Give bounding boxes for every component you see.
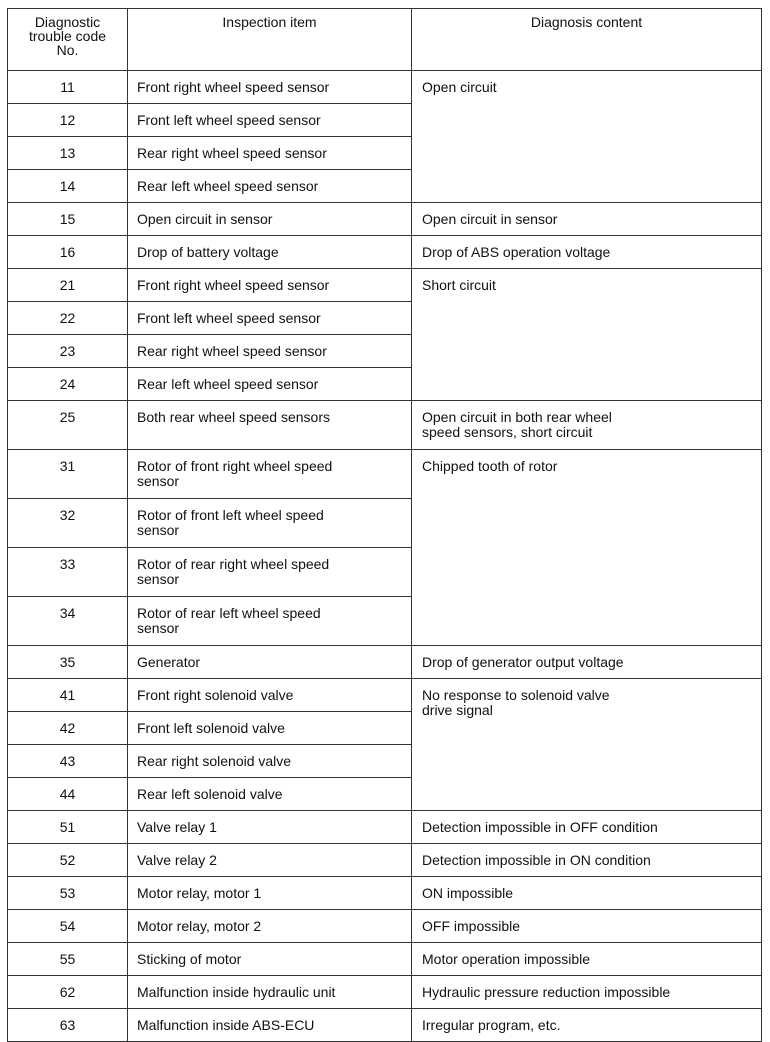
table-row <box>8 844 762 877</box>
code-cell: 43 <box>8 745 128 778</box>
table-row <box>8 269 762 302</box>
diagnosis-cell: Irregular program, etc. <box>412 1009 762 1042</box>
inspection-item-cell: Valve relay 1 <box>128 811 412 844</box>
inspection-item-cell: Valve relay 2 <box>128 844 412 877</box>
table-body <box>8 71 762 1042</box>
inspection-item-cell: Motor relay, motor 1 <box>128 877 412 910</box>
inspection-item-cell: Rear right wheel speed sensor <box>128 335 412 368</box>
inspection-item-cell: Malfunction inside hydraulic unit <box>128 976 412 1009</box>
code-cell: 34 <box>8 597 128 646</box>
code-cell: 62 <box>8 976 128 1009</box>
table-row <box>8 877 762 910</box>
table-row <box>8 976 762 1009</box>
code-cell: 23 <box>8 335 128 368</box>
inspection-item-cell: Front right solenoid valve <box>128 679 412 712</box>
code-cell: 24 <box>8 368 128 401</box>
diagnosis-cell: Motor operation impossible <box>412 943 762 976</box>
diagnosis-cell: Hydraulic pressure reduction impossible <box>412 976 762 1009</box>
diagnosis-cell: Detection impossible in OFF condition <box>412 811 762 844</box>
code-cell: 31 <box>8 450 128 499</box>
code-cell: 55 <box>8 943 128 976</box>
diagnosis-cell: Drop of generator output voltage <box>412 646 762 679</box>
code-cell: 51 <box>8 811 128 844</box>
inspection-item-cell: Motor relay, motor 2 <box>128 910 412 943</box>
code-cell: 25 <box>8 401 128 450</box>
code-cell: 22 <box>8 302 128 335</box>
inspection-item-cell: Rear left wheel speed sensor <box>128 170 412 203</box>
diagnosis-cell: Detection impossible in ON condition <box>412 844 762 877</box>
inspection-item-cell: Front right wheel speed sensor <box>128 71 412 104</box>
code-cell: 52 <box>8 844 128 877</box>
inspection-item-cell: Front left wheel speed sensor <box>128 104 412 137</box>
table-row <box>8 71 762 104</box>
code-cell: 12 <box>8 104 128 137</box>
code-cell: 13 <box>8 137 128 170</box>
table-row <box>8 236 762 269</box>
inspection-item-cell: Both rear wheel speed sensors <box>128 401 412 450</box>
code-cell: 16 <box>8 236 128 269</box>
table-row <box>8 646 762 679</box>
table-row <box>8 910 762 943</box>
inspection-item-cell: Front right wheel speed sensor <box>128 269 412 302</box>
code-cell: 41 <box>8 679 128 712</box>
inspection-item-cell: Generator <box>128 646 412 679</box>
inspection-item-cell: Rear right solenoid valve <box>128 745 412 778</box>
code-cell: 54 <box>8 910 128 943</box>
inspection-item-cell: Sticking of motor <box>128 943 412 976</box>
table-row <box>8 1009 762 1042</box>
header-row <box>8 9 762 71</box>
code-cell: 42 <box>8 712 128 745</box>
inspection-item-cell: Rear right wheel speed sensor <box>128 137 412 170</box>
table-row <box>8 401 762 450</box>
table-row <box>8 203 762 236</box>
diagnosis-cell: Chipped tooth of rotor <box>412 450 762 646</box>
inspection-item-cell: Front left wheel speed sensor <box>128 302 412 335</box>
code-cell: 35 <box>8 646 128 679</box>
diagnosis-cell: Open circuit in both rear wheel speed sensors, short circuit <box>412 401 762 450</box>
header-code: Diagnostic trouble code No. <box>8 9 128 71</box>
table-row <box>8 679 762 712</box>
header-diagnosis-content: Diagnosis content <box>412 9 762 71</box>
diagnosis-cell: OFF impossible <box>412 910 762 943</box>
code-cell: 15 <box>8 203 128 236</box>
inspection-item-cell: Rear left wheel speed sensor <box>128 368 412 401</box>
table-row <box>8 450 762 499</box>
diagnostic-trouble-code-table <box>7 8 762 1042</box>
inspection-item-cell: Drop of battery voltage <box>128 236 412 269</box>
code-cell: 32 <box>8 499 128 548</box>
table-row <box>8 943 762 976</box>
diagnosis-cell: Drop of ABS operation voltage <box>412 236 762 269</box>
inspection-item-cell: Rotor of front left wheel speed sensor <box>128 499 412 548</box>
code-cell: 11 <box>8 71 128 104</box>
code-cell: 14 <box>8 170 128 203</box>
inspection-item-cell: Rotor of front right wheel speed sensor <box>128 450 412 499</box>
inspection-item-cell: Rear left solenoid valve <box>128 778 412 811</box>
inspection-item-cell: Malfunction inside ABS-ECU <box>128 1009 412 1042</box>
code-cell: 33 <box>8 548 128 597</box>
table-row <box>8 811 762 844</box>
inspection-item-cell: Rotor of rear left wheel speed sensor <box>128 597 412 646</box>
code-cell: 53 <box>8 877 128 910</box>
inspection-item-cell: Rotor of rear right wheel speed sensor <box>128 548 412 597</box>
header-inspection-item: Inspection item <box>128 9 412 71</box>
diagnosis-cell: Open circuit in sensor <box>412 203 762 236</box>
code-cell: 44 <box>8 778 128 811</box>
inspection-item-cell: Open circuit in sensor <box>128 203 412 236</box>
diagnosis-cell: ON impossible <box>412 877 762 910</box>
code-cell: 63 <box>8 1009 128 1042</box>
code-cell: 21 <box>8 269 128 302</box>
diagnosis-cell: Open circuit <box>412 71 762 203</box>
inspection-item-cell: Front left solenoid valve <box>128 712 412 745</box>
diagnosis-cell: No response to solenoid valve drive signal <box>412 679 762 811</box>
diagnosis-cell: Short circuit <box>412 269 762 401</box>
